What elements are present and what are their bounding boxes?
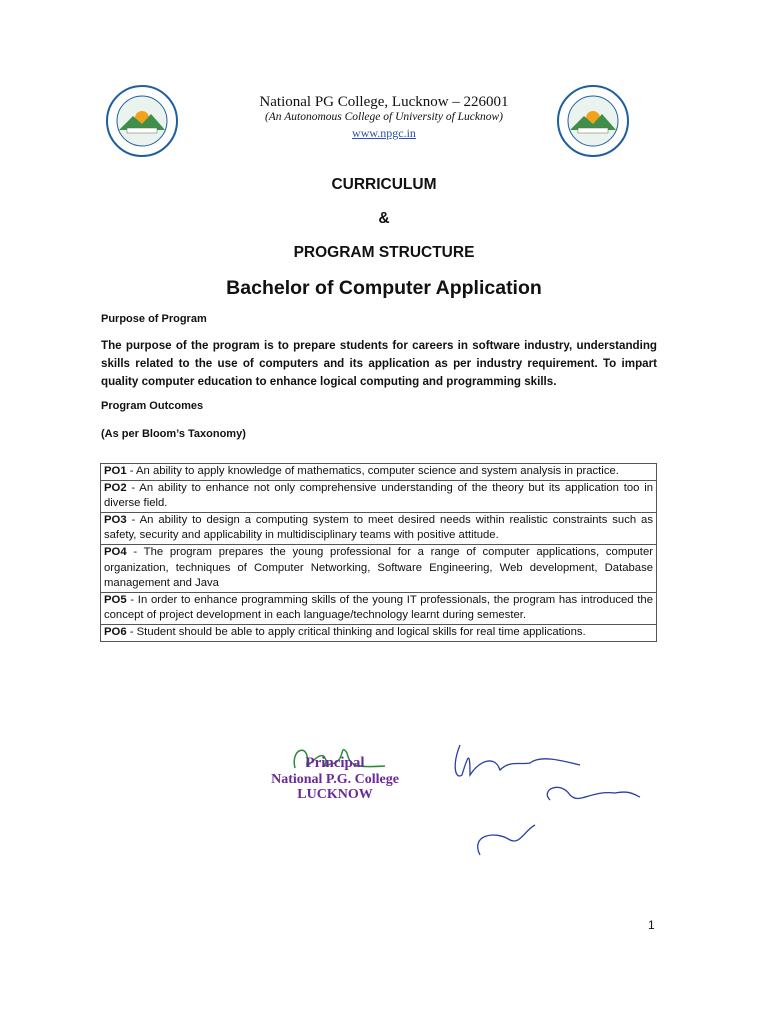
table-row (101, 624, 657, 641)
signatures (440, 735, 650, 865)
po-code: PO1 (104, 465, 127, 477)
po-code: PO5 (104, 593, 127, 606)
table-row (101, 592, 657, 624)
outcomes-heading: Program Outcomes (101, 400, 204, 412)
po-code: PO4 (104, 545, 127, 558)
college-affiliation: (An Autonomous College of University of Lucknow) (264, 111, 504, 123)
po-code: PO6 (104, 625, 127, 638)
po-code: PO3 (104, 513, 127, 526)
principal-stamp: Principal National P.G. College LUCKNOW (271, 755, 399, 802)
po-text: - In order to enhance programming skills of the young IT professionals, the program has introduced the concept of project development in each language/technology learnt during semester. (104, 593, 653, 622)
title-ampersand: & (378, 210, 390, 227)
title-degree: Bachelor of Computer Application (226, 277, 542, 299)
title-curriculum: CURRICULUM (331, 176, 437, 193)
table-row (101, 512, 657, 544)
po-code: PO2 (104, 481, 127, 494)
program-outcomes-table (100, 463, 657, 642)
title-program-structure: PROGRAM STRUCTURE (293, 244, 475, 261)
college-website-link[interactable]: www.npgc.in (352, 126, 416, 140)
po-text: - An ability to apply knowledge of mathematics, computer science and system analysis in practice. (126, 465, 619, 477)
po-text: - An ability to design a computing system to meet desired needs within realistic constraints such as safety, security and applicability in multidisciplinary teams with positive attitude. (104, 513, 653, 542)
college-name: National PG College, Lucknow – 226001 (259, 94, 509, 110)
outcomes-subheading: (As per Bloom’s Taxonomy) (101, 428, 246, 440)
purpose-heading: Purpose of Program (101, 313, 207, 325)
po-text: - The program prepares the young professional for a range of computer applications, computer organization, techniques of Computer Networking, Software Engineering, Web development, Database management and Java (104, 545, 653, 590)
table-row (101, 464, 657, 481)
table-row (101, 480, 657, 512)
purpose-text: The purpose of the program is to prepare students for careers in software industry, understanding skills related to the use of computers and its application as per industry requirement. To impart quality computer education to enhance logical computing and programming skills. (101, 339, 657, 388)
table-row (101, 544, 657, 592)
po-text: - Student should be able to apply critical thinking and logical skills for real time applications. (126, 625, 586, 638)
page-number: 1 (648, 918, 655, 932)
po-text: - An ability to enhance not only comprehensive understanding of the theory but its application too in diverse field. (104, 481, 653, 510)
